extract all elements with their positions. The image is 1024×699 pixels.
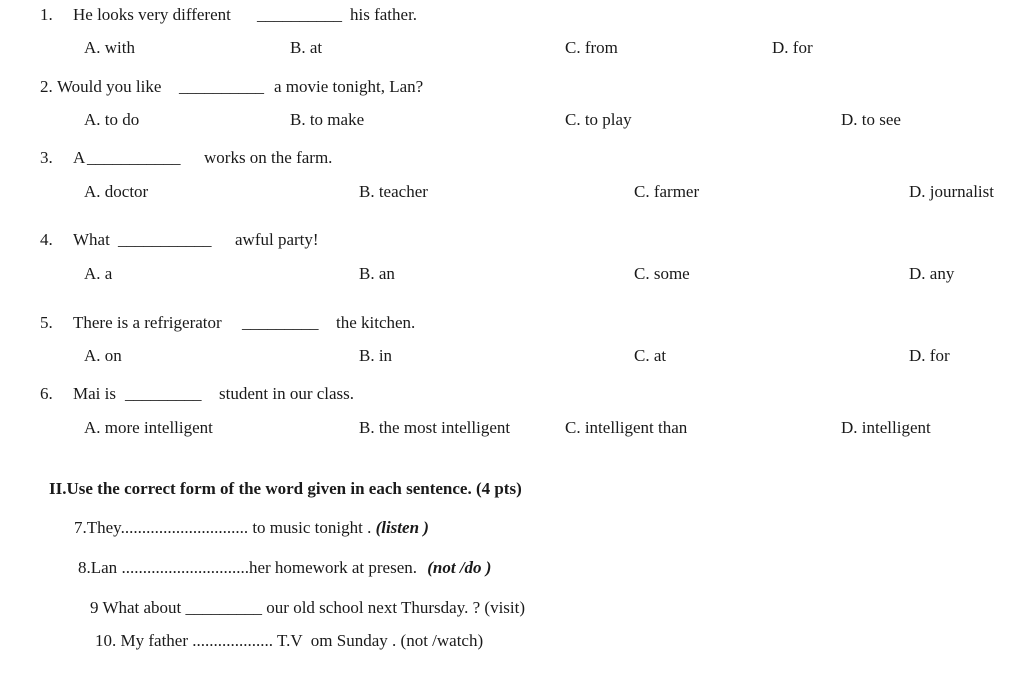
option-a: A. to do	[84, 110, 140, 129]
question-stem-end: works on the farm.	[204, 148, 333, 167]
question-stem: Mai is	[73, 384, 116, 403]
option-b: B. an	[359, 264, 395, 283]
option-c: C. intelligent than	[565, 418, 688, 437]
item-prefix: 9 What about	[90, 598, 182, 617]
option-d: D. for	[909, 346, 950, 365]
option-c: C. farmer	[634, 182, 700, 201]
option-c: C. at	[634, 346, 667, 365]
option-b: B. teacher	[359, 182, 428, 201]
option-a: A. a	[84, 264, 113, 283]
answer-blank: _________	[125, 384, 202, 403]
question-stem: There is a refrigerator	[73, 313, 222, 332]
option-d: D. journalist	[909, 182, 994, 201]
question-stem: Would you like	[57, 77, 162, 96]
verb-hint: (listen )	[375, 518, 429, 537]
question-number: 2.	[40, 77, 53, 96]
option-c: C. to play	[565, 110, 632, 129]
option-b: B. the most intelligent	[359, 418, 511, 437]
exercise-item-10	[95, 631, 483, 651]
exercise-item-8	[78, 558, 491, 578]
question-stem-end: a movie tonight, Lan?	[274, 77, 424, 96]
question-stem: He looks very different	[73, 5, 231, 24]
answer-blank: ___________	[118, 230, 212, 249]
question-stem-end: student in our class.	[219, 384, 355, 403]
item-text: our old school next Thursday. ? (visit)	[266, 598, 526, 617]
question-number: 1.	[40, 5, 53, 24]
answer-blank: _________	[185, 598, 263, 617]
question-stem-end: the kitchen.	[336, 313, 416, 332]
option-a: A. more intelligent	[84, 418, 213, 437]
answer-dots: ..............................	[121, 558, 249, 577]
item-text: her homework at presen.	[248, 558, 417, 577]
option-d: D. for	[772, 38, 813, 57]
option-d: D. intelligent	[841, 418, 931, 437]
answer-blank: ___________	[87, 148, 181, 167]
question-number: 5.	[40, 313, 53, 332]
option-c: C. from	[565, 38, 618, 57]
option-d: D. any	[909, 264, 955, 283]
question-stem-end: awful party!	[235, 230, 319, 249]
option-c: C. some	[634, 264, 690, 283]
item-text: to music tonight .	[252, 518, 372, 537]
section-heading: II.Use the correct form of the word given in each sentence. (4 pts)	[49, 479, 522, 498]
question-stem: What	[73, 230, 110, 249]
option-a: A. doctor	[84, 182, 149, 201]
question-number: 6.	[40, 384, 53, 403]
question-number: 3.	[40, 148, 53, 167]
exercise-item-7	[74, 518, 429, 538]
question-stem-end: his father.	[350, 5, 418, 24]
option-d: D. to see	[841, 110, 901, 129]
item-prefix: 7.They	[74, 518, 121, 537]
option-b: B. at	[290, 38, 323, 57]
option-a: A. with	[84, 38, 135, 57]
question-number: 4.	[40, 230, 53, 249]
option-b: B. in	[359, 346, 393, 365]
option-a: A. on	[84, 346, 122, 365]
item-prefix: 8.Lan	[78, 558, 118, 577]
question-stem: A	[73, 148, 86, 167]
answer-dots: ..............................	[120, 518, 249, 537]
answer-dots: ...................	[192, 631, 274, 650]
answer-blank: __________	[257, 5, 342, 24]
item-prefix: 10. My father	[95, 631, 189, 650]
verb-hint: (not /do )	[427, 558, 492, 577]
answer-blank: _________	[242, 313, 319, 332]
option-b: B. to make	[290, 110, 365, 129]
answer-blank: __________	[179, 77, 264, 96]
exercise-item-9	[90, 598, 525, 618]
item-text: T.V om Sunday . (not /watch)	[276, 631, 484, 650]
